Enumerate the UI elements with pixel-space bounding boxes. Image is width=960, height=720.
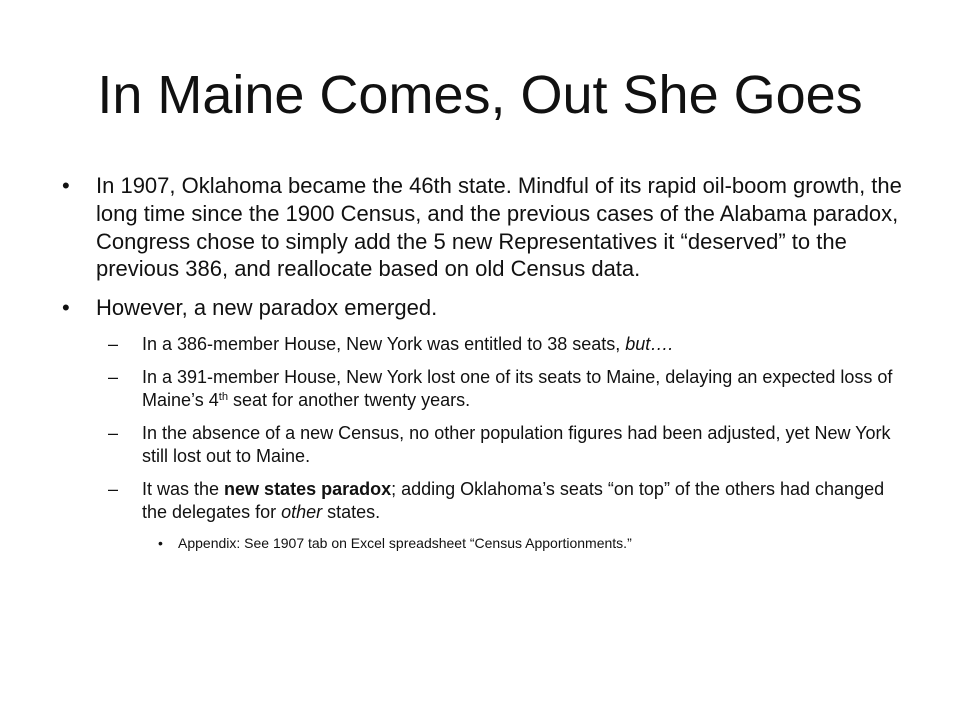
bullet-text: In 1907, Oklahoma became the 46th state. Mindful of its rapid oil-boom growth, the long time since the 1900 Census, and the previous cases of the Alabama paradox, Congress chose to simply add the 5 new Representatives it “deserved” to the previous 386, and reallocate based on old Census data. bbox=[96, 173, 902, 282]
bullet-new-paradox bbox=[62, 294, 902, 322]
sub-bullet-bold: new states paradox bbox=[224, 479, 392, 500]
dash-marker: – bbox=[108, 367, 119, 388]
superscript: th bbox=[218, 390, 229, 403]
sub-bullet-text-end: seat for another twenty years. bbox=[228, 389, 471, 410]
bullet-marker: • bbox=[158, 535, 163, 552]
dash-marker: – bbox=[108, 333, 119, 354]
bullet-marker: • bbox=[62, 173, 70, 198]
sub-bullet-text: In a 386-member House, New York was entitled to 38 seats, bbox=[142, 333, 626, 354]
dash-marker: – bbox=[108, 479, 119, 500]
sub-bullet-text: In a 391-member House, New York lost one of its seats to Maine, delaying an expected loss of Maine’s 4 bbox=[142, 367, 893, 410]
sub-bullet-text-end: states. bbox=[322, 501, 381, 522]
sub-bullet-391-house bbox=[62, 366, 902, 411]
sub-bullet-text-mid: ; adding Oklahoma’s seats “on top” of the others had changed the delegates for bbox=[142, 479, 885, 522]
sub-bullet-text: In the absence of a new Census, no other population figures had been adjusted, yet New York still lost out to Maine. bbox=[142, 423, 891, 466]
appendix-note bbox=[62, 534, 902, 552]
slide-body bbox=[62, 172, 902, 552]
appendix-text: Appendix: See 1907 tab on Excel spreadsheet “Census Apportionments.” bbox=[178, 535, 632, 552]
dash-marker: – bbox=[108, 423, 119, 444]
bullet-oklahoma bbox=[62, 172, 902, 283]
sub-bullet-text: It was the bbox=[142, 479, 225, 500]
slide-title: In Maine Comes, Out She Goes bbox=[97, 65, 863, 125]
sub-bullet-new-states-paradox bbox=[62, 478, 902, 523]
sub-bullet-italic: but…. bbox=[625, 333, 674, 354]
sub-bullet-no-census bbox=[62, 422, 902, 467]
bullet-marker: • bbox=[62, 295, 70, 321]
sub-bullet-386-house bbox=[62, 333, 902, 356]
sub-bullet-italic: other bbox=[281, 501, 323, 522]
bullet-text: However, a new paradox emerged. bbox=[96, 295, 438, 321]
